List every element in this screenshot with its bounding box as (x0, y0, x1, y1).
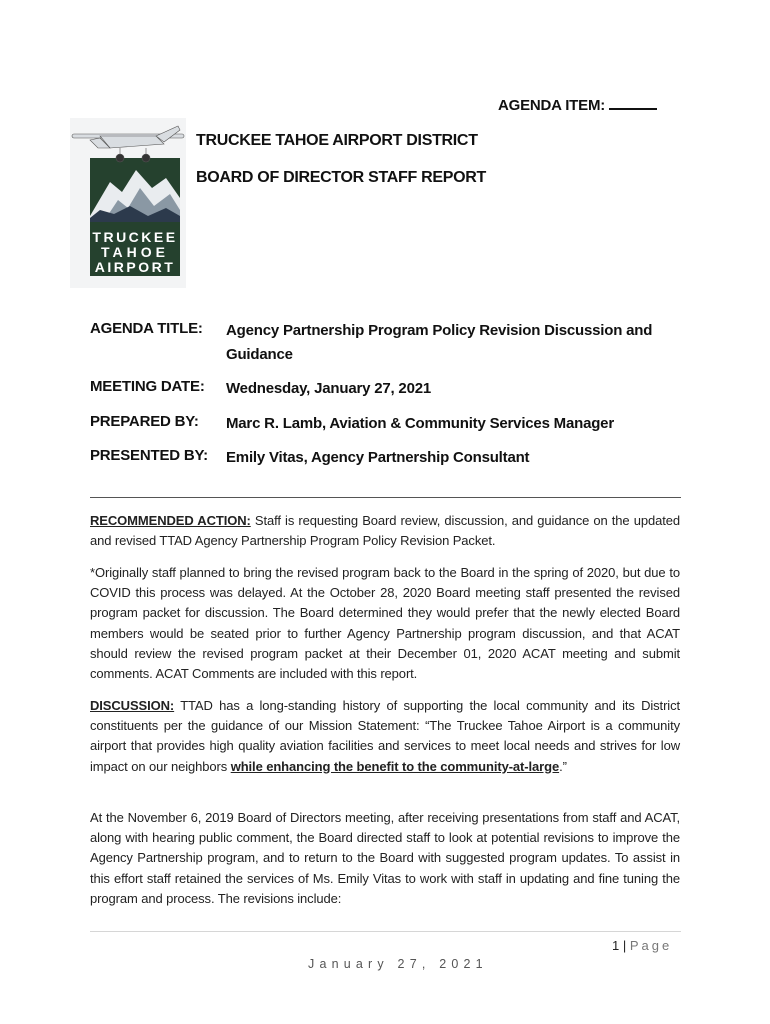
agenda-title-value: Agency Partnership Program Policy Revision Discussion and Guidance (226, 322, 653, 363)
meeting-date-label: MEETING DATE: (90, 378, 205, 395)
meeting-date-value: Wednesday, January 27, 2021 (226, 380, 431, 397)
presented-by-value: Emily Vitas, Agency Partnership Consultant (226, 449, 530, 466)
agenda-title-label: AGENDA TITLE: (90, 320, 203, 337)
note-paragraph (90, 563, 680, 684)
recommended-action-text: Staff is requesting Board review, discussion, and guidance on the updated and revised TTAD Agency Partnership Program Policy Revision Packet. (90, 513, 680, 549)
logo-text-airport: AIRPORT (94, 259, 176, 275)
page-separator: | (619, 938, 630, 953)
page-number-value: 1 (612, 938, 620, 953)
report-title: BOARD OF DIRECTOR STAFF REPORT (196, 169, 486, 186)
logo-text-tahoe: TAHOE (101, 244, 169, 260)
recommended-action-paragraph (90, 511, 680, 551)
recommended-action-label: RECOMMENDED ACTION: (90, 513, 251, 528)
history-text: At the November 6, 2019 Board of Directors meeting, after receiving presentations from staff and ACAT, along with hearing public comment, the Board directed staff to look at potential revisions to improve the Agency Partnership program, and to return to the Board with suggested program updates. To assist in this effort staff retained the services of Ms. Emily Vitas to work with staff in updating and fine tuning the program and process. The revisions include: (90, 810, 680, 906)
agenda-item-label: AGENDA ITEM: (498, 97, 610, 114)
agenda-item-field (498, 94, 657, 114)
presented-by-label: PRESENTED BY: (90, 447, 208, 464)
discussion-emphasis: while enhancing the benefit to the community-at-large (230, 758, 560, 774)
page-number (612, 938, 672, 953)
prepared-by-label: PREPARED BY: (90, 413, 199, 430)
prepared-by-value: Marc R. Lamb, Aviation & Community Services Manager (226, 415, 614, 432)
truckee-tahoe-airport-logo (70, 118, 186, 288)
agenda-item-blank (609, 94, 657, 110)
page-word: Page (629, 938, 673, 953)
discussion-text: TTAD has a long-standing history of supporting the local community and its District constituents per the guidance of our Mission Statement: “The Truckee Tahoe Airport is a community airport that provides high quality aviation facilities and services to meet local needs and strives for low impact on our neighbors (90, 698, 680, 774)
discussion-end: .” (559, 758, 567, 774)
discussion-paragraph (90, 696, 680, 777)
history-paragraph (90, 808, 680, 909)
discussion-label: DISCUSSION: (90, 698, 175, 713)
section-divider (90, 497, 681, 498)
logo-text-truckee: TRUCKEE (92, 229, 178, 245)
note-text: *Originally staff planned to bring the revised program back to the Board in the spring of 2020, but due to COVID this process was delayed. At the October 28, 2020 Board meeting staff presented the revised program packet for discussion. The Board determined they would prefer that the newly elected Board members would be seated prior to further Agency Partnership program discussion, and that ACAT should review the revised program packet at their December 01, 2020 ACAT meeting and submit comments. ACAT Comments are included with this report. (90, 565, 680, 682)
footer-divider (90, 931, 681, 932)
footer-date: January 27, 2021 (308, 957, 488, 971)
org-name: TRUCKEE TAHOE AIRPORT DISTRICT (196, 132, 478, 149)
